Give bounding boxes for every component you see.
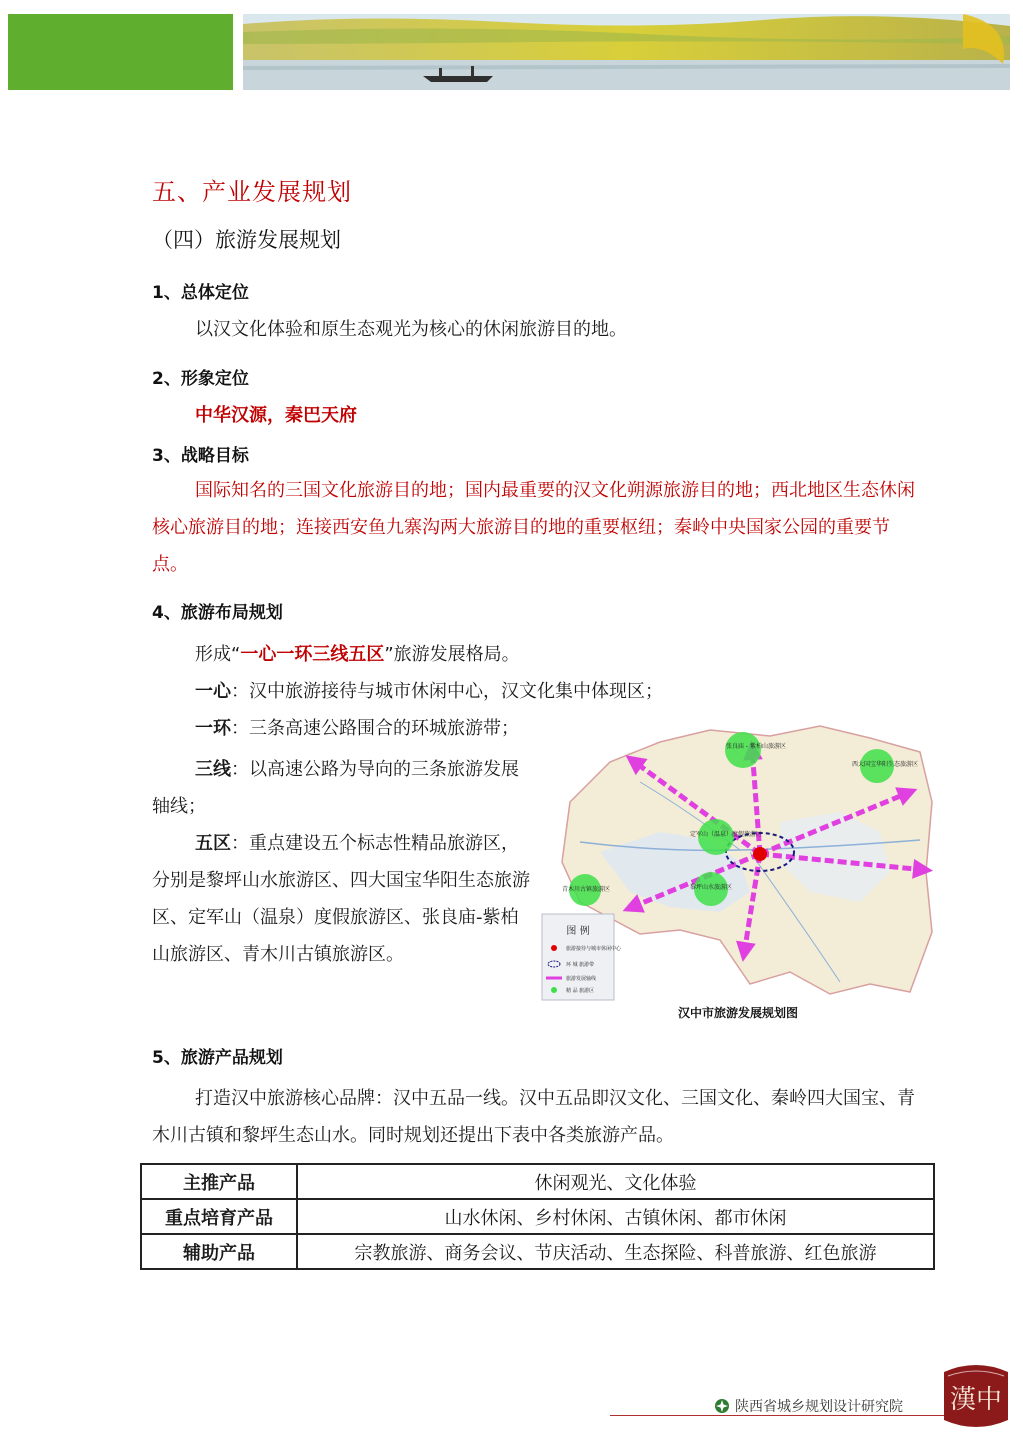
section-subtitle: （四）旅游发展规划	[152, 228, 341, 252]
banner-green-block	[8, 14, 233, 90]
table-row-value: 宗教旅游、商务会议、节庆活动、生态探险、科普旅游、红色旅游	[297, 1234, 934, 1269]
table-row	[141, 1164, 934, 1199]
zone-label-3: 定军山（温泉）度假旅游区	[690, 831, 763, 838]
sanxian-text: ：以高速公路为导向的三条旅游发展轴线；	[152, 759, 519, 817]
legend-item-4: 精 品 旅游区	[566, 988, 595, 994]
section-5-title: 5、旅游产品规划	[152, 1048, 283, 1068]
section-2-title: 2、形象定位	[152, 369, 249, 389]
sanxian-item	[152, 751, 534, 825]
legend-item-2: 环 城 旅游带	[566, 962, 595, 968]
legend-title: 图 例	[566, 926, 590, 937]
wuqu-label: 五区	[195, 833, 231, 854]
yihuan-item	[195, 710, 519, 747]
wuqu-text: ：重点建设五个标志性精品旅游区，分别是黎坪山水旅游区、四大国宝华阳生态旅游区、定军山（温泉）度假旅游区、张良庙-紫柏山旅游区、青木川古镇旅游区。	[152, 833, 530, 965]
header-banner	[8, 14, 1010, 90]
zone-label-5: 黎坪山水旅游区	[690, 884, 733, 891]
table-row-label: 主推产品	[141, 1164, 297, 1199]
institute-name: 陕西省城乡规划设计研究院	[735, 1399, 903, 1415]
legend-item-3: 旅游发展轴线	[566, 976, 597, 982]
wuqu-item	[152, 825, 534, 973]
banner-photo	[243, 14, 1010, 90]
legend-item-1: 旅游接待与城市休闲中心	[566, 946, 622, 952]
products-table	[140, 1163, 935, 1270]
yixin-item	[195, 673, 663, 710]
yixin-text: ：汉中旅游接待与城市休闲中心，汉文化集中体现区；	[231, 681, 663, 702]
map-caption: 汉中市旅游发展规划图	[677, 1006, 798, 1020]
layout-intro-pre: 形成“	[195, 644, 241, 665]
layout-intro-post: ”旅游发展格局。	[384, 644, 520, 665]
section-3-title: 3、战略目标	[152, 446, 249, 466]
zone-label-2: 西大国宝华阳生态旅游区	[852, 761, 919, 768]
sanxian-label: 三线	[195, 759, 231, 780]
image-slogan: 中华汉源，秦巴天府	[195, 405, 357, 426]
layout-intro-emphasis: 一心一环三线五区	[240, 644, 385, 665]
section-1-title: 1、总体定位	[152, 283, 249, 303]
section-3-text: 国际知名的三国文化旅游目的地；国内最重要的汉文化朔源旅游目的地；西北地区生态休闲核心旅游目的地；连接西安鱼九寨沟两大旅游目的地的重要枢纽；秦岭中央国家公园的重要节点。	[152, 480, 915, 575]
section-1-text: 以汉文化体验和原生态观光为核心的休闲旅游目的地。	[195, 319, 627, 340]
table-row-value: 休闲观光、文化体验	[297, 1164, 934, 1199]
layout-intro	[195, 636, 520, 673]
seal-text: 漢中	[949, 1385, 1003, 1415]
table-row-label: 重点培育产品	[141, 1199, 297, 1234]
section-4-title: 4、旅游布局规划	[152, 603, 283, 623]
table-row-value: 山水休闲、乡村休闲、古镇休闲、都市休闲	[297, 1199, 934, 1234]
table-row	[141, 1234, 934, 1269]
page-title: 五、产业发展规划	[152, 178, 352, 206]
tourism-plan-map	[540, 722, 936, 1002]
city-center-marker	[753, 847, 767, 861]
hanzhong-seal	[938, 1362, 1014, 1430]
map-legend	[542, 914, 622, 1000]
zone-label-4: 青木川古镇旅游区	[562, 886, 611, 893]
table-row	[141, 1199, 934, 1234]
yihuan-label: 一环	[195, 718, 231, 739]
zone-label-1: 张良庙 - 紫柏山旅游区	[726, 743, 786, 750]
institute-logo-icon	[714, 1398, 730, 1414]
table-row-label: 辅助产品	[141, 1234, 297, 1269]
section-5-text: 打造汉中旅游核心品牌：汉中五品一线。汉中五品即汉文化、三国文化、秦岭四大国宝、青木川古镇和黎坪生态山水。同时规划还提出下表中各类旅游产品。	[152, 1088, 915, 1146]
yixin-label: 一心	[195, 681, 231, 702]
yihuan-text: ：三条高速公路围合的环城旅游带；	[231, 718, 519, 739]
